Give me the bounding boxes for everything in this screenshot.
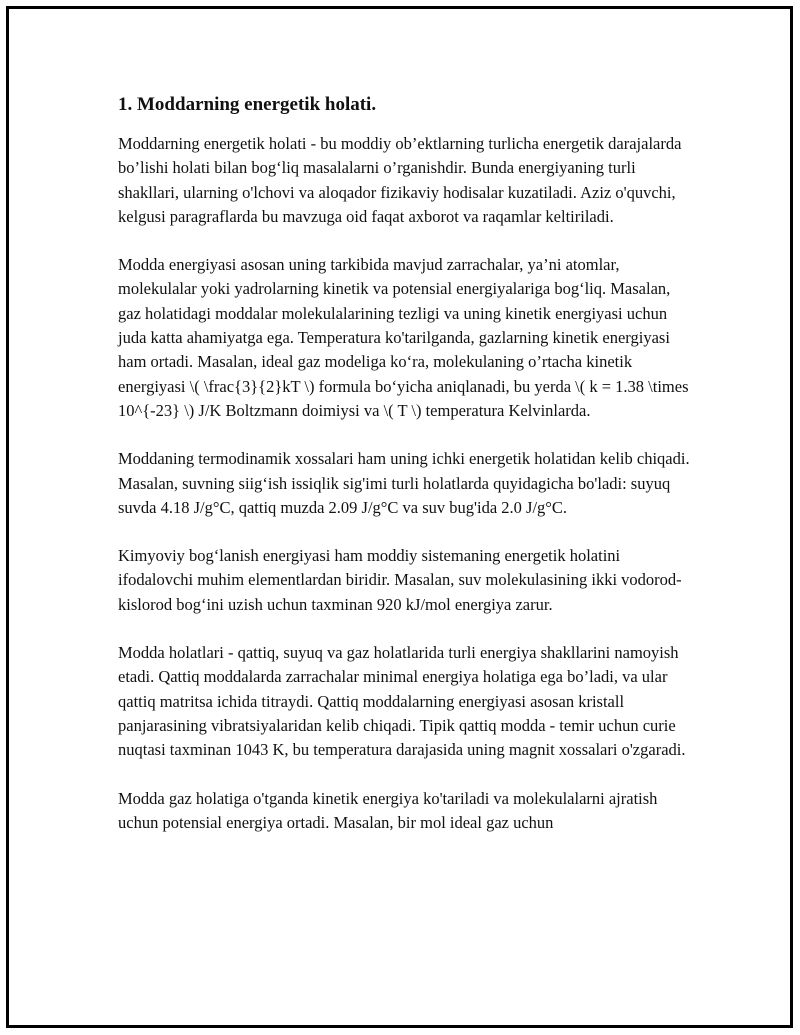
section-heading: 1. Moddarning energetik holati.: [118, 94, 377, 115]
paragraph-intro: Moddarning energetik holati - bu moddiy ob’ektlarning turlicha energetik darajalarda bo’lishi holati bilan bog‘liq masalalarni o’rganishdir. Bunda energiyaning turli shakllari, ularning o'lchovi va aloqador fizikaviy hodisalar kuzatiladi. Aziz o'quvchi, kelgusi paragraflarda bu mavzuga oid faqat axborot va raqamlar keltiriladi.: [118, 134, 682, 226]
paragraph-thermodynamics: Moddaning termodinamik xossalari ham uning ichki energetik holatidan kelib chiqadi. Masalan, suvning siig‘ish issiqlik sig'imi turli holatlarda quyidagicha bo'ladi: suyuq suvda 4.18 J/g°C, qattiq muzda 2.09 J/g°C va suv bug'ida 2.0 J/g°C.: [118, 449, 690, 517]
paragraph-states: Modda holatlari - qattiq, suyuq va gaz holatlarida turli energiya shakllarini namoyish etadi. Qattiq moddalarda zarrachalar minimal energiya holatiga ega bo’ladi, va ular qattiq matritsa ichida titraydi. Qattiq moddalarning energiyasi asosan kristall panjarasining vibratsiyalaridan kelib chiqadi. Tipik qattiq modda - temir uchun curie nuqtasi taxminan 1043 K, bu temperatura darajasida uning magnit xossalari o'zgaradi.: [118, 643, 686, 760]
paragraph-chemical-bond: Kimyoviy bog‘lanish energiyasi ham moddiy sistemaning energetik holatini ifodalovchi muhim elementlardan biridir. Masalan, suv molekulasining ikki vodorod-kislorod bog‘ini uzish uchun taxminan 920 kJ/mol energiya zarur.: [118, 546, 682, 614]
paragraph-energy: Modda energiyasi asosan uning tarkibida mavjud zarrachalar, ya’ni atomlar, molekulalar yoki yadrolarning kinetik va potensial energiyalariga bog‘liq. Masalan, gaz holatidagi moddalar molekulalarining tezligi va uning kinetik energiyasi uchun juda katta ahamiyatga ega. Temperatura ko'tarilganda, gazlarning kinetik energiyasi ham ortadi. Masalan, ideal gaz modeliga ko‘ra, molekulaning o’rtacha kinetik energiyasi \( \frac{3}{2}kT \) formula bo‘yicha aniqlanadi, bu yerda \( k = 1.38 \times 10^{-23} \) J/K Boltzmann doimiysi va \( T \) temperatura Kelvinlarda.: [118, 255, 689, 420]
document-body: [118, 92, 693, 859]
paragraph-gas: Modda gaz holatiga o'tganda kinetik energiya ko'tariladi va molekulalarni ajratish uchun potensial energiya ortadi. Masalan, bir mol ideal gaz uchun: [118, 788, 658, 832]
